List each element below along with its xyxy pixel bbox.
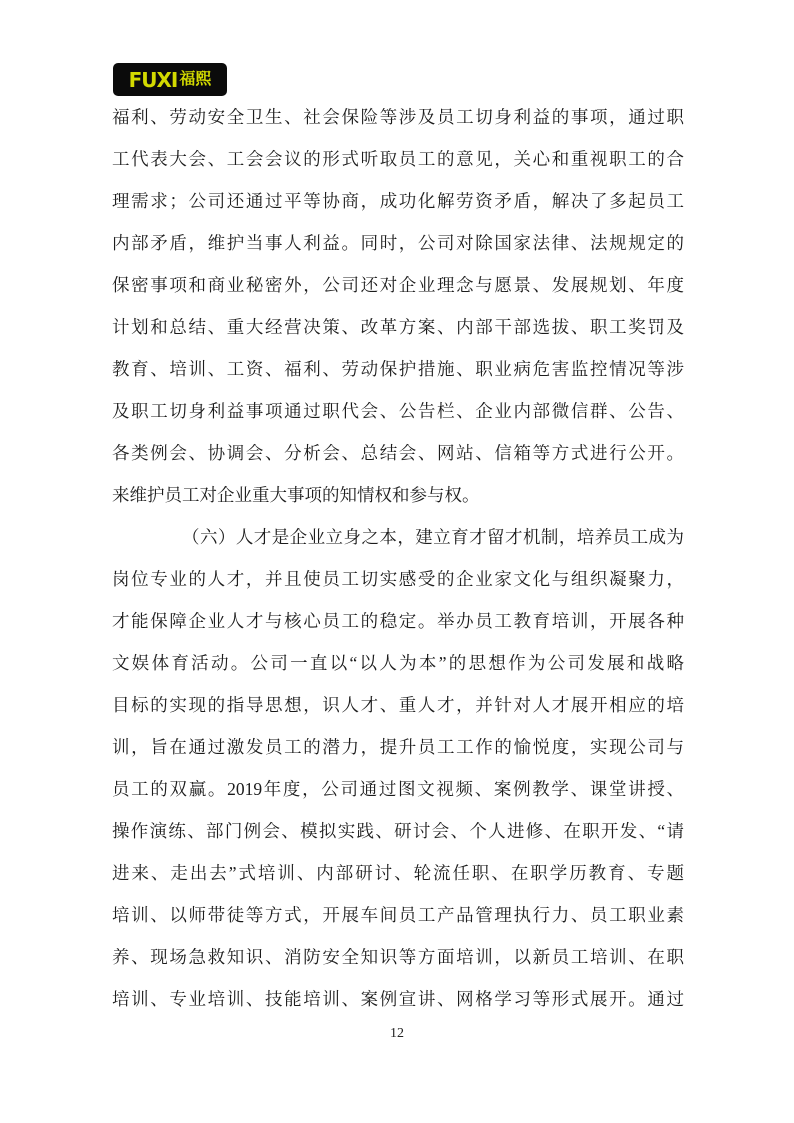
document-body: [112, 96, 684, 1020]
text-line: 才能保障企业人才与核心员工的稳定。举办员工教育培训，开展各种: [112, 611, 684, 631]
text-line: 各类例会、协调会、分析会、总结会、网站、信箱等方式进行公开。: [112, 443, 684, 463]
text-line: 培训、以师带徒等方式，开展车间员工产品管理执行力、员工职业素: [112, 905, 684, 925]
text-line: 培训、专业培训、技能培训、案例宣讲、网格学习等形式展开。通过: [112, 989, 684, 1009]
company-logo: [113, 63, 227, 96]
text-line: （六）人才是企业立身之本，建立育才留才机制，培养员工成为: [182, 527, 684, 547]
text-line: 员工的双赢。2019年度，公司通过图文视频、案例教学、课堂讲授、: [112, 779, 684, 799]
page-number: 12: [390, 1026, 404, 1041]
page-footer: [0, 1024, 794, 1044]
text-line: 工代表大会、工会会议的形式听取员工的意见，关心和重视职工的合: [112, 149, 684, 169]
text-line: 岗位专业的人才，并且使员工切实感受的企业家文化与组织凝聚力，: [112, 569, 684, 589]
text-line: 进来、走出去”式培训、内部研讨、轮流任职、在职学历教育、专题: [112, 863, 684, 883]
text-line: 目标的实现的指导思想，识人才、重人才，并针对人才展开相应的培: [112, 695, 684, 715]
text-line: 及职工切身利益事项通过职代会、公告栏、企业内部微信群、公告、: [112, 401, 684, 421]
text-line: 文娱体育活动。公司一直以“以人为本”的思想作为公司发展和战略: [112, 653, 684, 673]
text-line: 养、现场急救知识、消防安全知识等方面培训，以新员工培训、在职: [112, 947, 684, 967]
text-line: 理需求；公司还通过平等协商，成功化解劳资矛盾，解决了多起员工: [112, 191, 684, 211]
logo-text-latin: FUXI: [128, 67, 178, 92]
text-line: 来维护员工对企业重大事项的知情权和参与权。: [112, 485, 480, 505]
text-line: 计划和总结、重大经营决策、改革方案、内部干部选拔、职工奖罚及: [112, 317, 684, 337]
logo-text-chinese: 福熙: [179, 70, 212, 88]
text-line: 教育、培训、工资、福利、劳动保护措施、职业病危害监控情况等涉: [112, 359, 684, 379]
text-line: 保密事项和商业秘密外，公司还对企业理念与愿景、发展规划、年度: [112, 275, 684, 295]
text-line: 训，旨在通过激发员工的潜力，提升员工工作的愉悦度，实现公司与: [112, 737, 684, 757]
paragraph: [112, 96, 684, 516]
text-line: 福利、劳动安全卫生、社会保险等涉及员工切身利益的事项，通过职: [112, 107, 684, 127]
paragraph: [112, 516, 684, 1020]
text-line: 内部矛盾，维护当事人利益。同时，公司对除国家法律、法规规定的: [112, 233, 684, 253]
text-line: 操作演练、部门例会、模拟实践、研讨会、个人进修、在职开发、“请: [112, 821, 684, 841]
